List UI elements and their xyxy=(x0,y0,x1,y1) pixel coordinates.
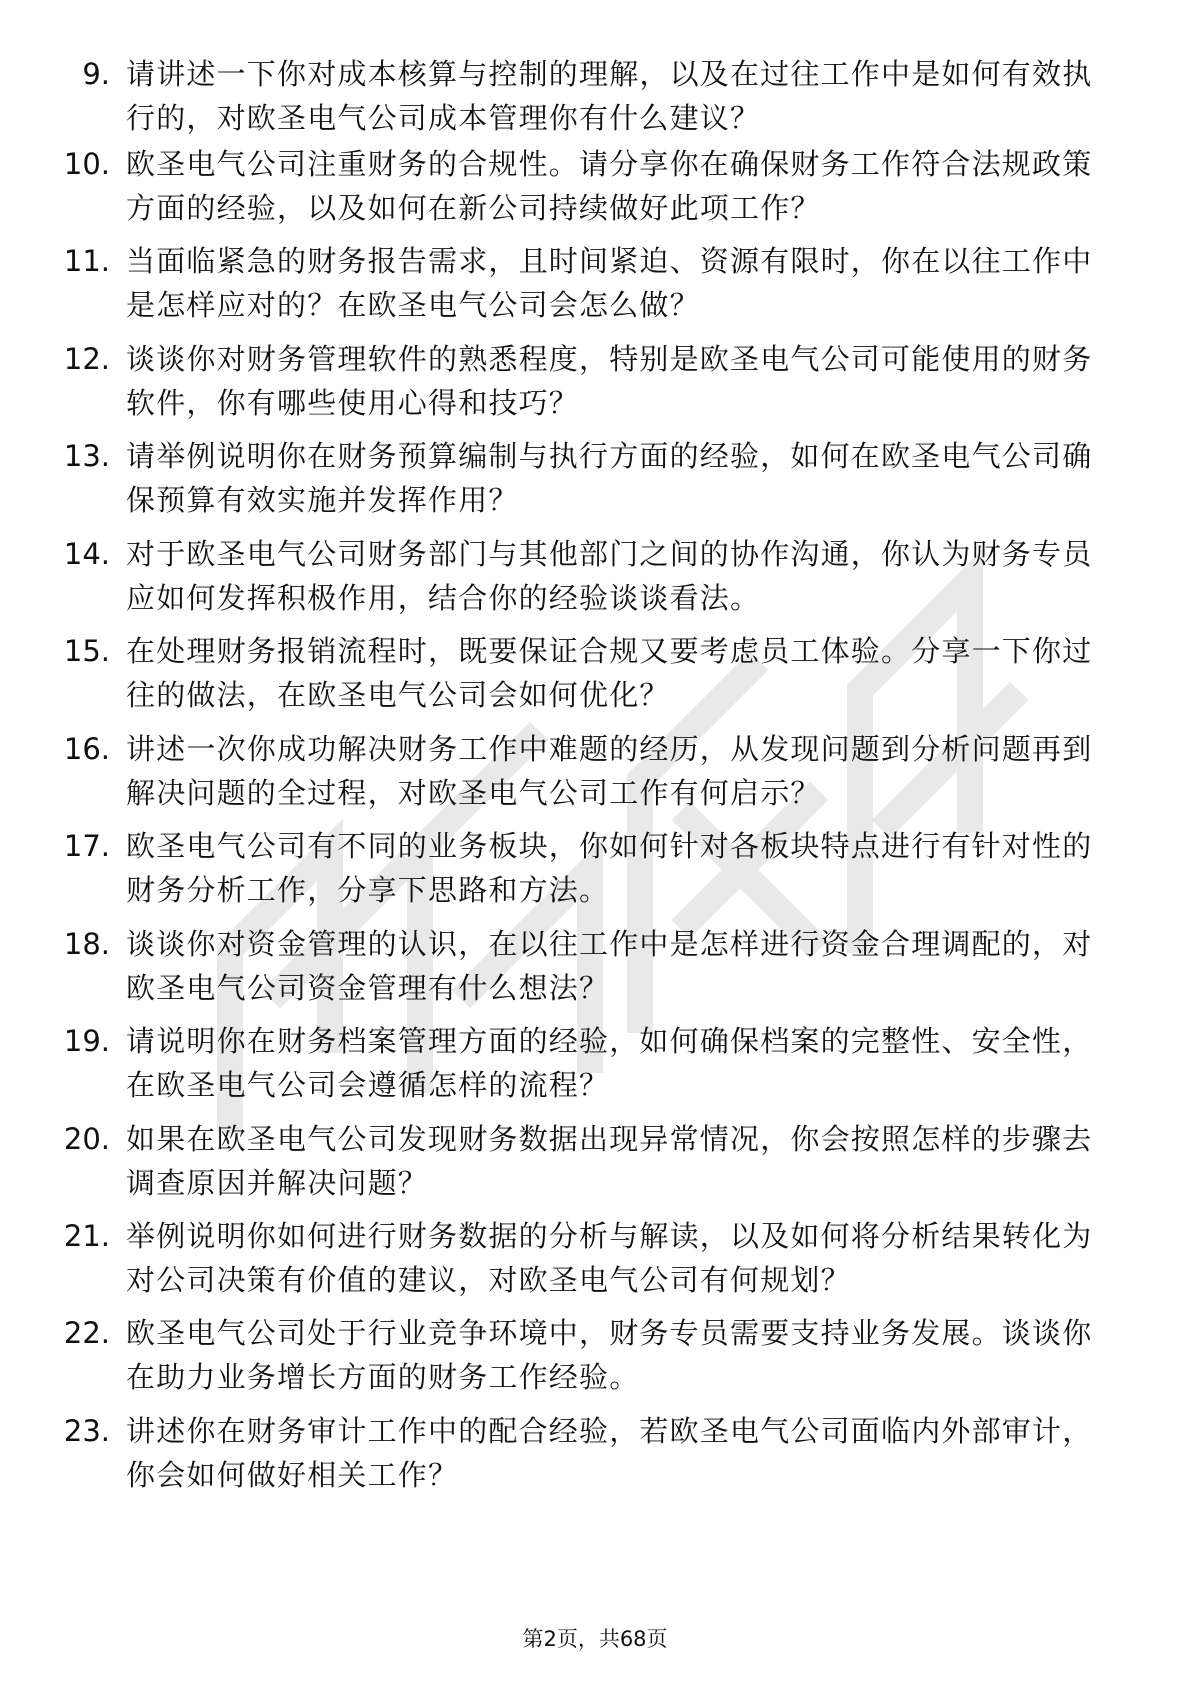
question-number: 10. xyxy=(63,147,110,181)
question-item xyxy=(0,1407,1190,1507)
question-number: 16. xyxy=(63,732,110,766)
question-text: 对于欧圣电气公司财务部门与其他部门之间的协作沟通，你认为财务专员应如何发挥积极作用，结合你的经验谈谈看法。 xyxy=(126,537,1093,615)
page-indicator: 第2页，共68页 xyxy=(522,1627,668,1651)
question-item xyxy=(0,237,1190,337)
question-text: 请举例说明你在财务预算编制与执行方面的经验，如何在欧圣电气公司确保预算有效实施并发挥作用？ xyxy=(126,439,1093,517)
question-text: 讲述一次你成功解决财务工作中难题的经历，从发现问题到分析问题再到解决问题的全过程，对欧圣电气公司工作有何启示？ xyxy=(126,732,1093,810)
question-text: 讲述你在财务审计工作中的配合经验，若欧圣电气公司面临内外部审计，你会如何做好相关工作？ xyxy=(126,1414,1093,1492)
question-number: 14. xyxy=(63,537,110,571)
question-item xyxy=(0,530,1190,630)
question-item xyxy=(0,140,1190,240)
question-item xyxy=(0,822,1190,922)
question-item xyxy=(0,1115,1190,1215)
question-text: 欧圣电气公司处于行业竞争环境中，财务专员需要支持业务发展。谈谈你在助力业务增长方面的财务工作经验。 xyxy=(126,1316,1093,1394)
question-text: 欧圣电气公司有不同的业务板块，你如何针对各板块特点进行有针对性的财务分析工作，分享下思路和方法。 xyxy=(126,829,1093,907)
question-number: 23. xyxy=(63,1414,110,1448)
question-number: 11. xyxy=(63,244,110,278)
question-number: 15. xyxy=(63,634,110,668)
question-text: 当面临紧急的财务报告需求，且时间紧迫、资源有限时，你在以往工作中是怎样应对的？在欧圣电气公司会怎么做？ xyxy=(126,244,1093,322)
question-item xyxy=(0,50,1190,150)
question-number: 17. xyxy=(63,829,110,863)
question-text: 如果在欧圣电气公司发现财务数据出现异常情况，你会按照怎样的步骤去调查原因并解决问题？ xyxy=(126,1122,1093,1200)
question-text: 请讲述一下你对成本核算与控制的理解，以及在过往工作中是如何有效执行的，对欧圣电气公司成本管理你有什么建议？ xyxy=(126,57,1093,135)
page-footer xyxy=(0,1624,1190,1654)
question-item xyxy=(0,1017,1190,1117)
question-text: 在处理财务报销流程时，既要保证合规又要考虑员工体验。分享一下你过往的做法，在欧圣电气公司会如何优化？ xyxy=(126,634,1093,712)
question-number: 9. xyxy=(82,57,110,91)
question-number: 21. xyxy=(63,1219,110,1253)
question-number: 18. xyxy=(63,927,110,961)
question-number: 13. xyxy=(63,439,110,473)
question-number: 12. xyxy=(63,342,110,376)
question-item xyxy=(0,335,1190,435)
question-item xyxy=(0,627,1190,727)
question-item xyxy=(0,920,1190,1020)
question-item xyxy=(0,725,1190,825)
question-text: 欧圣电气公司注重财务的合规性。请分享你在确保财务工作符合法规政策方面的经验，以及如何在新公司持续做好此项工作？ xyxy=(126,147,1093,225)
question-item xyxy=(0,1309,1190,1409)
question-text: 谈谈你对资金管理的认识，在以往工作中是怎样进行资金合理调配的，对欧圣电气公司资金管理有什么想法？ xyxy=(126,927,1093,1005)
question-text: 请说明你在财务档案管理方面的经验，如何确保档案的完整性、安全性，在欧圣电气公司会遵循怎样的流程？ xyxy=(126,1024,1093,1102)
question-number: 19. xyxy=(63,1024,110,1058)
question-number: 20. xyxy=(63,1122,110,1156)
question-item xyxy=(0,432,1190,532)
question-number: 22. xyxy=(63,1316,110,1350)
question-text: 举例说明你如何进行财务数据的分析与解读，以及如何将分析结果转化为对公司决策有价值的建议，对欧圣电气公司有何规划？ xyxy=(126,1219,1093,1297)
question-item xyxy=(0,1212,1190,1312)
question-text: 谈谈你对财务管理软件的熟悉程度，特别是欧圣电气公司可能使用的财务软件，你有哪些使用心得和技巧？ xyxy=(126,342,1093,420)
